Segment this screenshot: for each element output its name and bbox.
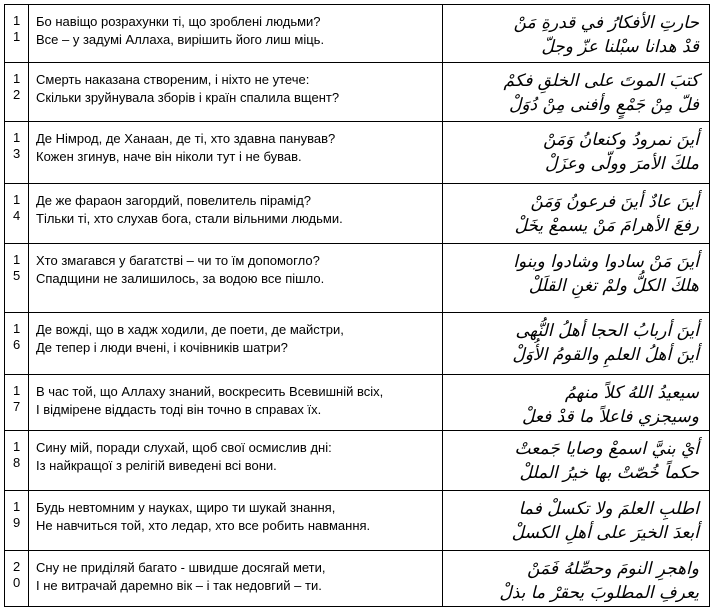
verse-number-digit: 6: [13, 337, 21, 352]
ukrainian-line: Сину мій, поради слухай, щоб свої осмислив дні:: [36, 440, 332, 455]
verse-number: [5, 375, 29, 431]
arabic-line: رفعَ الأهرامَ مَنْ يسمعْ يخَلْ: [514, 216, 699, 236]
verse-number: [5, 551, 29, 607]
arabic-line: أينَ مَنْ سادوا وشادوا وبنوا: [513, 252, 699, 272]
arabic-line: أينَ أهلُ العلمِ والقومُ الأُوَلْ: [512, 345, 699, 365]
table-row: [5, 244, 710, 313]
table-row: [5, 491, 710, 551]
arabic-line: أينَ نمرودُ وكنعانُ وَمَنْ: [543, 130, 699, 150]
verse-number-digit: 1: [13, 130, 21, 145]
arabic-line: أيْ بنيَّ اسمعْ وصايا جَمعتْ: [514, 439, 699, 459]
ukrainian-line: Не навчиться той, хто ледар, хто все робить навмання.: [36, 518, 371, 533]
verse-number-digit: 7: [13, 399, 21, 414]
ukrainian-line: Сну не приділяй багато - швидше досягай мети,: [36, 560, 326, 575]
arabic-line: وسيجزي فاعلاً ما قدْ فعلْ: [522, 407, 699, 427]
arabic-original: [443, 244, 710, 313]
ukrainian-translation: [29, 5, 443, 63]
table-row: [5, 375, 710, 431]
arabic-original: [443, 122, 710, 184]
arabic-line: أينَ أربابُ الحجا أهلُ النُّهى: [515, 321, 699, 341]
verse-number: [5, 313, 29, 375]
ukrainian-line: Де тепер і люди вчені, і кочівників шатри?: [36, 340, 288, 355]
verse-number-digit: 8: [13, 455, 21, 470]
arabic-line: سيعيدُ اللهُ كلاً منهمُ: [564, 383, 699, 403]
arabic-line: أينَ عادٌ أينَ فرعونُ وَمَنْ: [530, 192, 699, 212]
verse-number-digit: 0: [13, 575, 21, 590]
table-row: [5, 551, 710, 607]
ukrainian-translation: [29, 431, 443, 491]
verse-number: [5, 63, 29, 122]
arabic-line: فلّ مِنْ جَمْعٍ وأفنى مِنْ دُوَلْ: [509, 95, 699, 115]
ukrainian-line: Де Німрод, де Ханаан, де ті, хто здавна панував?: [36, 131, 336, 146]
arabic-line: حكماً خُصّتْ بها خيرُ المللْ: [519, 463, 699, 483]
ukrainian-translation: [29, 184, 443, 244]
verse-number-digit: 5: [13, 268, 21, 283]
verse-number-digit: 1: [13, 383, 21, 398]
verse-number-digit: 1: [13, 29, 21, 44]
verse-number: [5, 431, 29, 491]
arabic-line: حارتِ الأفكارُ في قدرةِ مَنْ: [513, 13, 699, 33]
verse-number-digit: 1: [13, 192, 21, 207]
arabic-original: [443, 375, 710, 431]
verse-number-digit: 1: [13, 499, 21, 514]
table-row: [5, 122, 710, 184]
arabic-line: يعرفِ المطلوبَ يحقرْ ما بذلْ: [499, 583, 699, 603]
verse-number-digit: 1: [13, 71, 21, 86]
arabic-original: [443, 313, 710, 375]
verse-number-digit: 2: [13, 559, 21, 574]
arabic-line: أبعدَ الخيرَ على أهلِ الكسلْ: [511, 523, 699, 543]
arabic-line: واهجرِ النومَ وحصِّلهُ فَمَنْ: [527, 559, 699, 579]
ukrainian-translation: [29, 313, 443, 375]
verse-number-digit: 1: [13, 321, 21, 336]
arabic-original: [443, 551, 710, 607]
table-row: [5, 431, 710, 491]
ukrainian-line: І відмірене віддасть тоді він точно в справах їх.: [36, 402, 322, 417]
ukrainian-translation: [29, 375, 443, 431]
ukrainian-translation: [29, 551, 443, 607]
verse-number-digit: 3: [13, 146, 21, 161]
ukrainian-line: Хто змагався у багатстві – чи то їм допомогло?: [36, 253, 320, 268]
ukrainian-translation: [29, 63, 443, 122]
ukrainian-line: Скільки зруйнувала зборів і країн спалила вщент?: [36, 90, 340, 105]
verse-number-digit: 2: [13, 87, 21, 102]
ukrainian-line: Із найкращої з релігій виведені всі вони.: [36, 458, 277, 473]
arabic-original: [443, 184, 710, 244]
arabic-line: هلكَ الكلُّ ولمْ تغنِ القلَلْ: [528, 276, 699, 296]
poem-table: [4, 4, 710, 607]
arabic-original: [443, 5, 710, 63]
arabic-original: [443, 431, 710, 491]
ukrainian-line: Бо навіщо розрахунки ті, що зроблені людьми?: [36, 14, 321, 29]
verse-number-digit: 4: [13, 208, 21, 223]
verse-number-digit: 9: [13, 515, 21, 530]
arabic-line: ملكَ الأمرَ وولّى وعزَلْ: [544, 154, 699, 174]
arabic-original: [443, 491, 710, 551]
ukrainian-line: Все – у задумі Аллаха, вирішить його лиш міць.: [36, 32, 325, 47]
poem-table-body: [5, 5, 710, 607]
verse-number: [5, 5, 29, 63]
verse-number: [5, 184, 29, 244]
verse-number: [5, 244, 29, 313]
table-row: [5, 184, 710, 244]
ukrainian-line: Спадщини не залишилось, за водою все пішло.: [36, 271, 325, 286]
arabic-line: كتبَ الموتَ على الخلقِ فكمْ: [503, 71, 699, 91]
ukrainian-line: В час той, що Аллаху знаний, воскресить Всевишній всіх,: [36, 384, 384, 399]
arabic-line: اطلبِ العلمَ ولا تكسلْ فما: [518, 499, 699, 519]
ukrainian-line: Будь невтомним у науках, щиро ти шукай знання,: [36, 500, 336, 515]
table-row: [5, 63, 710, 122]
arabic-line: قدْ هدانا سبْلنا عزّ وجلّ: [541, 37, 699, 57]
ukrainian-line: Де вожді, що в хадж ходили, де поети, де майстри,: [36, 322, 344, 337]
ukrainian-translation: [29, 491, 443, 551]
verse-number: [5, 491, 29, 551]
ukrainian-line: Де же фараон загордий, повелитель пірамід?: [36, 193, 312, 208]
verse-number: [5, 122, 29, 184]
ukrainian-translation: [29, 244, 443, 313]
ukrainian-translation: [29, 122, 443, 184]
ukrainian-line: Кожен згинув, наче він ніколи тут і не бував.: [36, 149, 302, 164]
ukrainian-line: Тільки ті, хто слухав бога, стали вільними людьми.: [36, 211, 343, 226]
table-row: [5, 5, 710, 63]
table-row: [5, 313, 710, 375]
ukrainian-line: І не витрачай даремно вік – і так недовгий – ти.: [36, 578, 322, 593]
verse-number-digit: 1: [13, 252, 21, 267]
verse-number-digit: 1: [13, 439, 21, 454]
verse-number-digit: 1: [13, 13, 21, 28]
ukrainian-line: Смерть наказана створеним, і ніхто не утече:: [36, 72, 310, 87]
arabic-original: [443, 63, 710, 122]
